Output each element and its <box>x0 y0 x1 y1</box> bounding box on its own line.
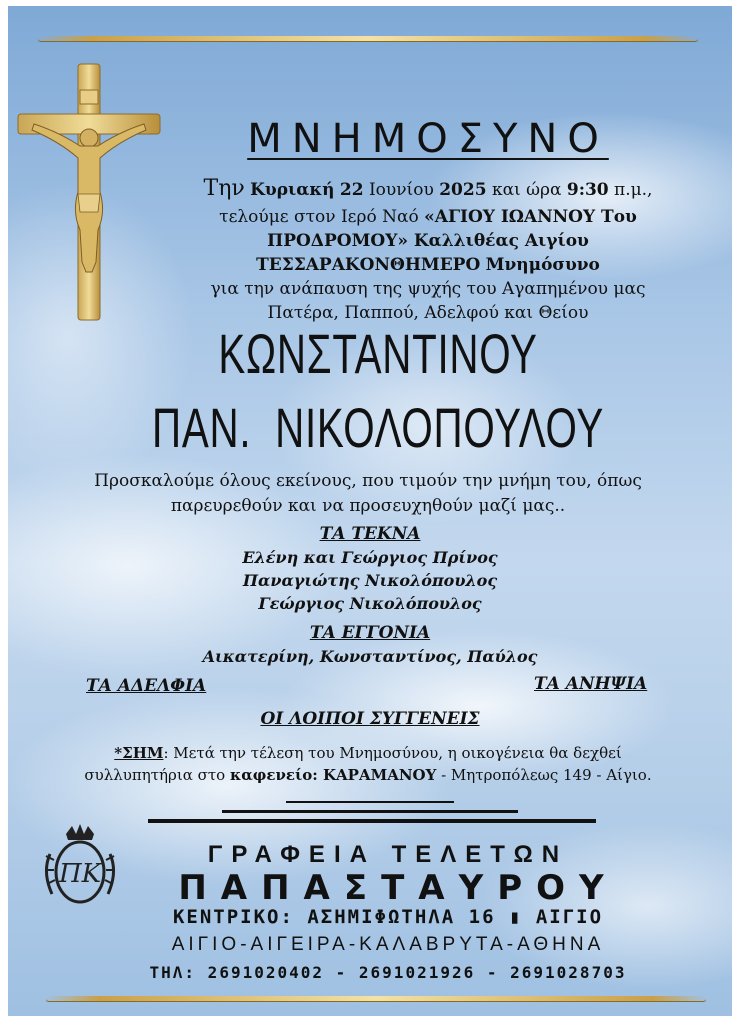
intro-line-1 <box>128 176 728 201</box>
child-name-1: Ελένη και Γεώργιος Πρίνος <box>242 548 498 567</box>
note-text-2a: συλλυπητήρια στο <box>84 766 226 784</box>
divider-medium <box>222 810 518 813</box>
funeral-home-name: ΠΑΠΑΣΤΑΥΡΟΥ <box>178 868 618 908</box>
note-line-1 <box>28 744 708 762</box>
deceased-first-name: ΚΩΝΣΤΑΝΤΙΝΟΥ <box>218 322 538 385</box>
intro-the: Την <box>203 176 245 201</box>
intro-line-4 <box>128 255 728 275</box>
intro-ampm: π.μ., <box>614 180 653 200</box>
grandchildren-names: Αικατερίνη, Κωνσταντίνος, Παύλος <box>202 647 538 666</box>
grandchildren-heading: ΤΑ ΕΓΓΟΝΙΑ <box>309 623 431 643</box>
funeral-home-phones: ΤΗΛ: 2691020402 - 2691021926 - 2691028703 <box>149 963 627 982</box>
memorial-notice <box>8 6 732 1016</box>
nephews-heading: ΤΑ ΑΝΗΨΙΑ <box>534 674 648 694</box>
divider-short <box>286 801 454 803</box>
note-label: *ΣΗΜ <box>114 744 164 762</box>
intro-year: 2025 <box>439 180 487 200</box>
page-title: ΜΝΗΜΟΣΥΝΟ <box>247 116 609 162</box>
logo-letters: ΠΚ <box>58 859 102 889</box>
child-name-2: Παναγιώτης Νικολόπουλος <box>242 571 498 590</box>
divider-long <box>148 819 596 823</box>
bottom-gold-divider <box>46 996 706 1001</box>
note-text-2c: - Μητροπόλεως 149 - Αίγιο. <box>436 766 652 784</box>
children-heading: ΤΑ ΤΕΚΝΑ <box>319 524 421 544</box>
relatives-heading: ΟΙ ΛΟΙΠΟΙ ΣΥΓΓΕΝΕΙΣ <box>260 709 480 729</box>
funeral-home-heading: ΓΡΑΦΕΙΑ ΤΕΛΕΤΩΝ <box>207 841 569 868</box>
invitation-line-2: παρευρεθούν και να προσευχηθούν μαζί μας.. <box>170 496 566 516</box>
note-cafe: καφενείο: ΚΑΡΑΜΑΝΟΥ <box>229 766 437 784</box>
intro-line-2 <box>128 207 728 227</box>
child-name-3: Γεώργιος Νικολόπουλος <box>258 594 482 613</box>
funeral-home-locations: ΑΙΓΙΟ-ΑΙΓΕΙΡΑ-ΚΑΛΑΒΡΥΤΑ-ΑΘΗΝΑ <box>171 934 605 955</box>
intro-day: Κυριακή <box>250 180 335 200</box>
invitation-line-1: Προσκαλούμε όλους εκείνους, που τιμούν την μνήμη του, όπως <box>94 471 642 491</box>
intro-time: 9:30 <box>566 180 609 200</box>
intro-date: 22 <box>339 180 364 200</box>
deceased-last-name: ΠΑΝ. ΝΙΚΟΛΟΠΟΥΛΟΥ <box>152 396 604 459</box>
note-line-2 <box>28 766 708 784</box>
siblings-heading: ΤΑ ΑΔΕΛΦΙΑ <box>86 676 207 696</box>
funeral-home-address: ΚΕΝΤΡΙΚΟ: ΑΣΗΜΙΦΩΤΗΛΑ 16 ▮ ΑΙΓΙΟ <box>172 906 604 928</box>
intro-and-time: και ώρα <box>491 180 562 200</box>
intro-line-5: για την ανάπαυση της ψυχής του Αγαπημένου μας <box>210 279 646 299</box>
intro-church-prefix: τελούμε στον Ιερό Ναό <box>219 207 419 227</box>
note-text-1: : Μετά την τέλεση του Μνημοσύνου, η οικογένεια θα δεχθεί <box>163 744 622 762</box>
intro-line-3: ΠΡΟΔΡΟΜΟΥ» Καλλιθέας Αιγίου <box>267 231 589 251</box>
intro-memorial-type: ΤΕΣΣΑΡΑΚΟΝΘΗΜΕΡΟ <box>256 255 481 275</box>
intro-month: Ιουνίου <box>368 180 434 200</box>
intro-line-6: Πατέρα, Παππού, Αδελφού και Θείου <box>267 303 589 323</box>
intro-church-name: «ΑΓΙΟΥ ΙΩΑΝΝΟΥ Του <box>424 207 637 227</box>
top-gold-divider <box>38 36 698 41</box>
intro-memorial-word: Μνημόσυνο <box>485 255 600 275</box>
